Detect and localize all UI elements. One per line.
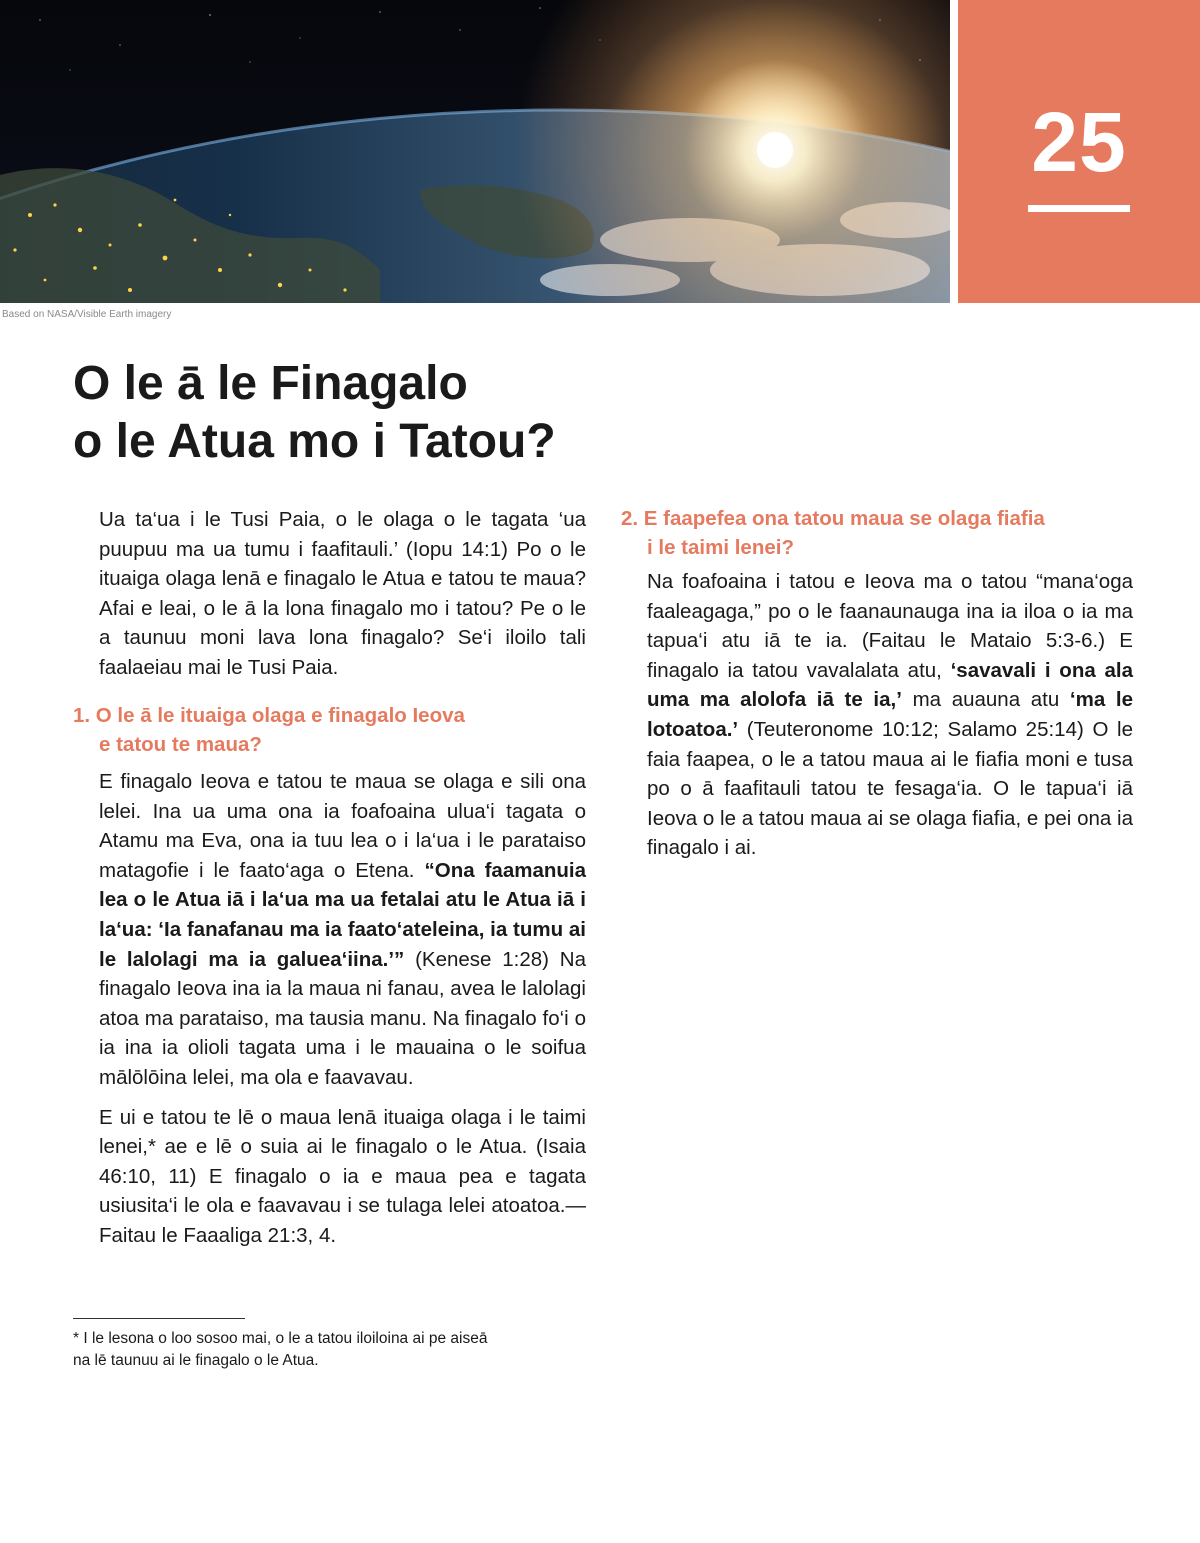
section-1-p1-start: E finagalo Ieova e tatou te maua se olaga e sili ona lelei. Ina ua uma ona ia foafoaina ulua‘i tagata o Atamu ma Eva, ona ia tuu lea o i la‘ua i le parataiso matagofie i le faato‘aga o Etena. [99, 770, 586, 882]
section-1-p1-quote: “Ona faamanuia lea o le Atua iā i la‘ua ma ua fetalai atu le Atua iā i la‘ua: ‘Ia fanafanau ma ia faato‘ateleina, ia tumu ai le lalolagi ma ia galuea‘iina.’” [99, 858, 587, 971]
title-line-1: O le ā le Finagalo [73, 357, 468, 410]
section-1-paragraph-1 [99, 767, 586, 1093]
footnote [73, 1328, 593, 1372]
section-2-p1-quote-1: ‘savavali i ona ala uma ma alolofa iā te ia,’ [647, 658, 1133, 712]
chapter-underline [1028, 205, 1130, 212]
section-2-body [647, 567, 1133, 863]
section-1-p1-end: (Kenese 1:28) Na finagalo Ieova ina ia la maua ni fanau, avea le lalolagi atoa ma parataiso, ma tausia manu. Na finagalo fo‘i o ia ina ia olioli tagata uma i le mauaina o le soifua mālōlōina lelei, ma ola e faavavau. [99, 947, 587, 1089]
section-2-p1-e: (Teuteronome 10:12; Salamo 25:14) O le faia faapea, o le a tatou maua ai le fiafia moni e tusa po o ā faafitauli tatou te fesaga‘ia. O le tapua‘i iā Ieova o le a tatou maua ai se olaga fiafia, e pei ona ia finagalo i ai. [647, 717, 1133, 860]
section-2-heading-line-2: i le taimi lenei? [647, 536, 794, 559]
image-credit: Based on NASA/Visible Earth imagery [2, 309, 172, 320]
title-line-2: o le Atua mo i Tatou? [73, 415, 556, 468]
section-1-body [99, 767, 586, 1251]
chapter-number: 25 [1031, 95, 1127, 189]
left-column-intro [99, 505, 586, 683]
earth-from-space-image [0, 0, 950, 303]
footnote-line-2: na lē taunuu ai le finagalo o le Atua. [73, 1352, 319, 1369]
section-1-heading [73, 701, 593, 759]
earth-illustration [0, 0, 950, 303]
section-2-heading-line-1: 2. E faapefea ona tatou maua se olaga fiafia [621, 507, 1045, 530]
footnote-divider [73, 1318, 245, 1319]
section-1-heading-line-1: 1. O le ā le ituaiga olaga e finagalo Ieova [73, 704, 465, 727]
section-2-p1-c: ma auauna atu [901, 688, 1070, 712]
section-2-paragraph-1 [647, 567, 1133, 863]
page-title [73, 355, 773, 471]
footnote-line-1: * I le lesona o loo sosoo mai, o le a tatou iloiloina ai pe aiseā [73, 1330, 488, 1347]
section-2-p1-quote-2: ‘ma le lotoatoa.’ [647, 688, 1133, 741]
section-1-paragraph-2: E ui e tatou te lē o maua lenā ituaiga olaga i le taimi lenei,* ae e lē o suia ai le finagalo o le Atua. (Isaia 46:10, 11) E finagalo o ia e maua pea e tagata usiusita‘i le ola e faavavau i se tulaga lelei atoatoa.—Faitau le Faaaliga 21:3, 4. [99, 1105, 586, 1247]
section-1-heading-line-2: e tatou te maua? [99, 733, 262, 756]
intro-paragraph: Ua ta‘ua i le Tusi Paia, o le olaga o le tagata ‘ua puupuu ma ua tumu i faafitauli.’ (Iopu 14:1) Po o le ituaiga olaga lenā e finagalo le Atua e tatou te maua? Afai e leai, o le ā la lona finagalo mo i tatou? Pe o le a taunuu moni lava lona finagalo? Se‘i iloilo tali faalaeiau mai le Tusi Paia. [99, 508, 586, 679]
section-2-heading [621, 504, 1141, 562]
chapter-number-box [958, 0, 1200, 303]
section-2-p1-a: Na foafoaina i tatou e Ieova ma o tatou “mana‘oga faaleagaga,” po o le faanaunauga ina ia iloa o ia ma tapua‘i atu iā te ia. (Faitau le Mataio 5:3-6.) E finagalo ia tatou vavalalata atu, [647, 570, 1133, 682]
